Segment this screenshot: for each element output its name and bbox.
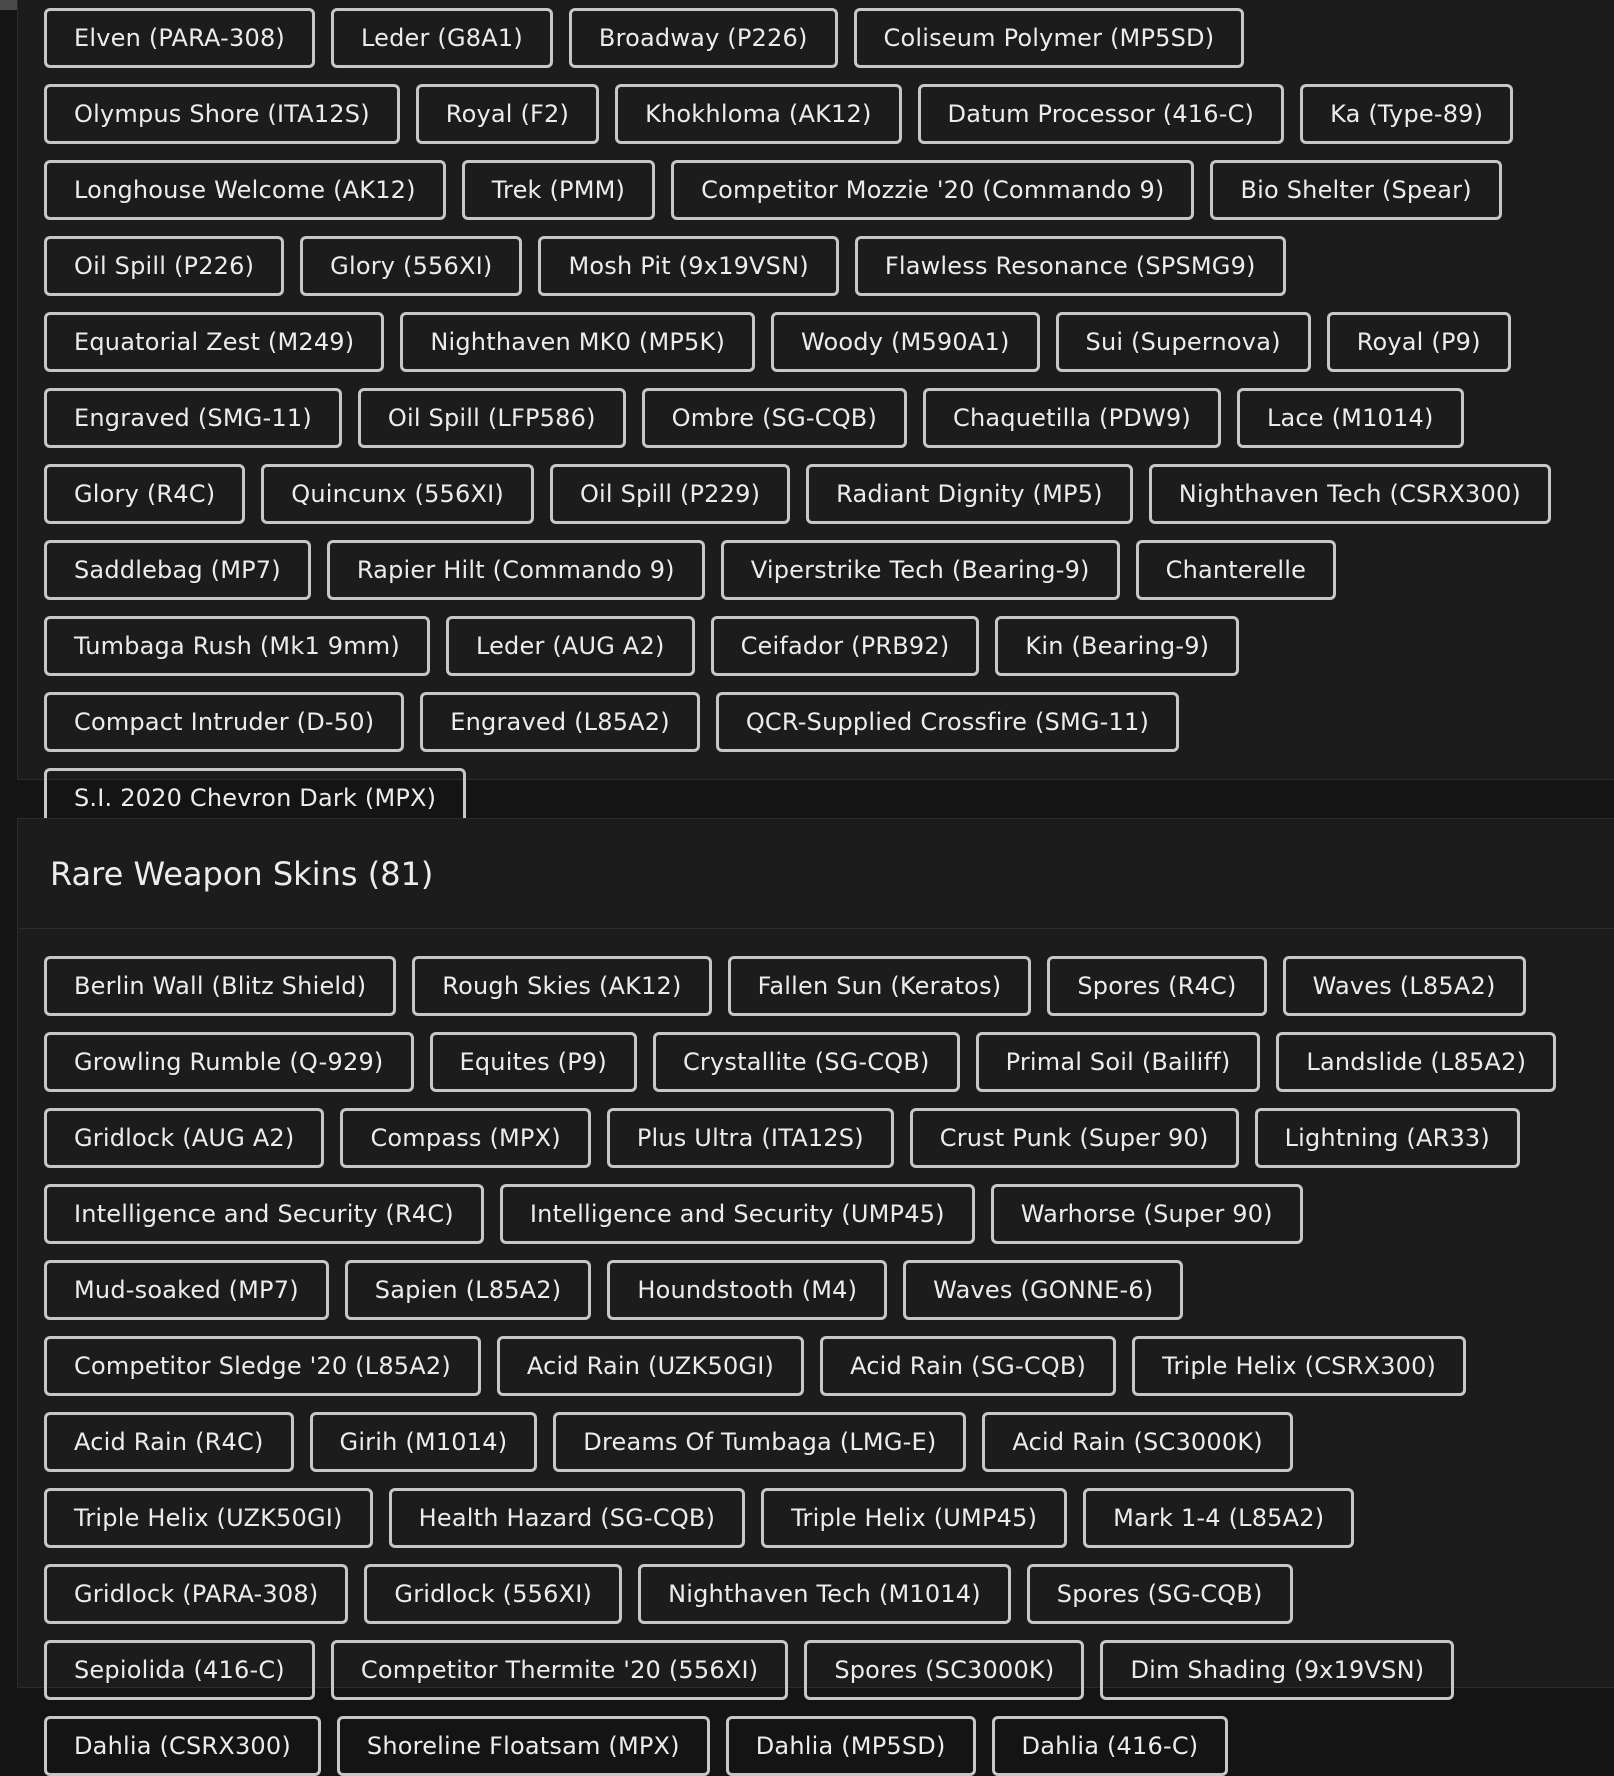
skin-chip[interactable]: Houndstooth (M4) [607, 1260, 887, 1320]
skin-chip[interactable]: QCR-Supplied Crossfire (SMG-11) [716, 692, 1179, 752]
skin-chip[interactable]: Chaquetilla (PDW9) [923, 388, 1221, 448]
skin-chip[interactable]: Engraved (L85A2) [420, 692, 700, 752]
skin-chip[interactable]: Acid Rain (R4C) [44, 1412, 294, 1472]
skin-chip[interactable]: Compact Intruder (D-50) [44, 692, 404, 752]
skin-chip[interactable]: Oil Spill (LFP586) [358, 388, 626, 448]
skin-chip[interactable]: Radiant Dignity (MP5) [806, 464, 1133, 524]
skin-chip[interactable]: Sui (Supernova) [1056, 312, 1311, 372]
skin-chip[interactable]: Mud-soaked (MP7) [44, 1260, 329, 1320]
skin-chip[interactable]: Gridlock (PARA-308) [44, 1564, 348, 1624]
skin-chip[interactable]: Mark 1-4 (L85A2) [1083, 1488, 1354, 1548]
skin-chip[interactable]: Ombre (SG-CQB) [642, 388, 907, 448]
skin-chip[interactable]: Engraved (SMG-11) [44, 388, 342, 448]
skin-chip[interactable]: Viperstrike Tech (Bearing-9) [721, 540, 1120, 600]
skin-chip[interactable]: Growling Rumble (Q-929) [44, 1032, 414, 1092]
skin-chip[interactable]: Nighthaven Tech (CSRX300) [1149, 464, 1551, 524]
skin-chip[interactable]: Intelligence and Security (R4C) [44, 1184, 484, 1244]
skin-chip[interactable]: Quincunx (556XI) [261, 464, 534, 524]
skin-chip[interactable]: Triple Helix (UMP45) [761, 1488, 1067, 1548]
skin-chip[interactable]: Waves (GONNE-6) [903, 1260, 1183, 1320]
skin-chip[interactable]: Spores (R4C) [1047, 956, 1266, 1016]
skin-chip[interactable]: Broadway (P226) [569, 8, 838, 68]
skin-chip[interactable]: Kin (Bearing-9) [995, 616, 1239, 676]
skin-chip[interactable]: Triple Helix (UZK50GI) [44, 1488, 373, 1548]
skin-chip[interactable]: Acid Rain (UZK50GI) [497, 1336, 804, 1396]
skin-chip[interactable]: Nighthaven MK0 (MP5K) [400, 312, 755, 372]
skin-chip[interactable]: Triple Helix (CSRX300) [1132, 1336, 1466, 1396]
skin-chip[interactable]: Glory (R4C) [44, 464, 245, 524]
skin-chip[interactable]: Datum Processor (416-C) [918, 84, 1285, 144]
rare-skins-title: Rare Weapon Skins (81) [50, 854, 434, 893]
skin-chip[interactable]: Saddlebag (MP7) [44, 540, 311, 600]
skin-chip[interactable]: Competitor Sledge '20 (L85A2) [44, 1336, 481, 1396]
skin-chip[interactable]: Mosh Pit (9x19VSN) [538, 236, 838, 296]
skin-chip[interactable]: Woody (M590A1) [771, 312, 1040, 372]
skin-chip[interactable]: Intelligence and Security (UMP45) [500, 1184, 975, 1244]
skin-chip[interactable]: Acid Rain (SC3000K) [982, 1412, 1292, 1472]
skin-chip[interactable]: Glory (556XI) [300, 236, 522, 296]
skin-chip[interactable]: Health Hazard (SG-CQB) [389, 1488, 746, 1548]
skin-chip[interactable]: Rough Skies (AK12) [412, 956, 711, 1016]
skin-chip[interactable]: Royal (F2) [416, 84, 599, 144]
skin-chip[interactable]: Equites (P9) [430, 1032, 637, 1092]
skin-chip[interactable]: Dreams Of Tumbaga (LMG-E) [553, 1412, 966, 1472]
skin-chip[interactable]: Girih (M1014) [310, 1412, 538, 1472]
skin-chip[interactable]: Competitor Thermite '20 (556XI) [331, 1640, 788, 1700]
rare-skins-list [18, 929, 1614, 1776]
skin-chip[interactable]: Royal (P9) [1327, 312, 1511, 372]
skin-chip[interactable]: Dahlia (416-C) [992, 1716, 1229, 1776]
skin-chip[interactable]: Landslide (L85A2) [1276, 1032, 1556, 1092]
skin-chip[interactable]: Warhorse (Super 90) [991, 1184, 1303, 1244]
skin-chip[interactable]: Gridlock (AUG A2) [44, 1108, 324, 1168]
skin-chip[interactable]: Ka (Type-89) [1300, 84, 1513, 144]
skin-chip[interactable]: Sepiolida (416-C) [44, 1640, 315, 1700]
skin-chip[interactable]: Flawless Resonance (SPSMG9) [855, 236, 1286, 296]
skin-chip[interactable]: Longhouse Welcome (AK12) [44, 160, 446, 220]
skin-chip[interactable]: Oil Spill (P229) [550, 464, 790, 524]
skin-chip[interactable]: Fallen Sun (Keratos) [728, 956, 1032, 1016]
skin-chip[interactable]: Trek (PMM) [462, 160, 655, 220]
skin-chip[interactable]: Lightning (AR33) [1255, 1108, 1520, 1168]
skin-chip[interactable]: Ceifador (PRB92) [711, 616, 980, 676]
rare-skins-panel [17, 818, 1614, 1760]
skin-chip[interactable]: Leder (G8A1) [331, 8, 553, 68]
skin-chip[interactable]: Berlin Wall (Blitz Shield) [44, 956, 396, 1016]
skin-chip[interactable]: Nighthaven Tech (M1014) [638, 1564, 1011, 1624]
skin-chip[interactable]: Waves (L85A2) [1283, 956, 1526, 1016]
skin-chip[interactable]: Primal Soil (Bailiff) [976, 1032, 1261, 1092]
skin-chip[interactable]: Rapier Hilt (Commando 9) [327, 540, 705, 600]
skin-chip[interactable]: Lace (M1014) [1237, 388, 1464, 448]
skin-chip[interactable]: Plus Ultra (ITA12S) [607, 1108, 894, 1168]
skin-chip[interactable]: Olympus Shore (ITA12S) [44, 84, 400, 144]
skin-chip[interactable]: Khokhloma (AK12) [615, 84, 901, 144]
skin-chip[interactable]: Crust Punk (Super 90) [910, 1108, 1239, 1168]
skin-chip[interactable]: Compass (MPX) [340, 1108, 590, 1168]
skin-chip[interactable]: Crystallite (SG-CQB) [653, 1032, 960, 1092]
skin-chip[interactable]: Coliseum Polymer (MP5SD) [854, 8, 1245, 68]
skin-chip[interactable]: Bio Shelter (Spear) [1210, 160, 1501, 220]
skin-chip[interactable]: Gridlock (556XI) [364, 1564, 622, 1624]
skin-chip[interactable]: Equatorial Zest (M249) [44, 312, 384, 372]
skin-chip[interactable]: S.I. 2020 Chevron Dark (MPX) [44, 768, 466, 828]
common-skins-panel [17, 0, 1614, 812]
skin-chip[interactable]: Dahlia (CSRX300) [44, 1716, 321, 1776]
skin-chip[interactable]: Acid Rain (SG-CQB) [820, 1336, 1116, 1396]
skin-chip[interactable]: Spores (SC3000K) [804, 1640, 1084, 1700]
skin-chip[interactable]: Chanterelle [1136, 540, 1336, 600]
skin-chip[interactable]: Elven (PARA-308) [44, 8, 315, 68]
skin-chip[interactable]: Competitor Mozzie '20 (Commando 9) [671, 160, 1194, 220]
skin-chip[interactable]: Sapien (L85A2) [345, 1260, 592, 1320]
rare-skins-header [18, 819, 1614, 929]
skin-chip[interactable]: Leder (AUG A2) [446, 616, 695, 676]
common-skins-list [18, 0, 1614, 828]
skin-chip[interactable]: Spores (SG-CQB) [1027, 1564, 1293, 1624]
skin-chip[interactable]: Dim Shading (9x19VSN) [1100, 1640, 1454, 1700]
skin-chip[interactable]: Oil Spill (P226) [44, 236, 284, 296]
skin-chip[interactable]: Shoreline Floatsam (MPX) [337, 1716, 710, 1776]
skin-chip[interactable]: Tumbaga Rush (Mk1 9mm) [44, 616, 430, 676]
skin-chip[interactable]: Dahlia (MP5SD) [726, 1716, 976, 1776]
